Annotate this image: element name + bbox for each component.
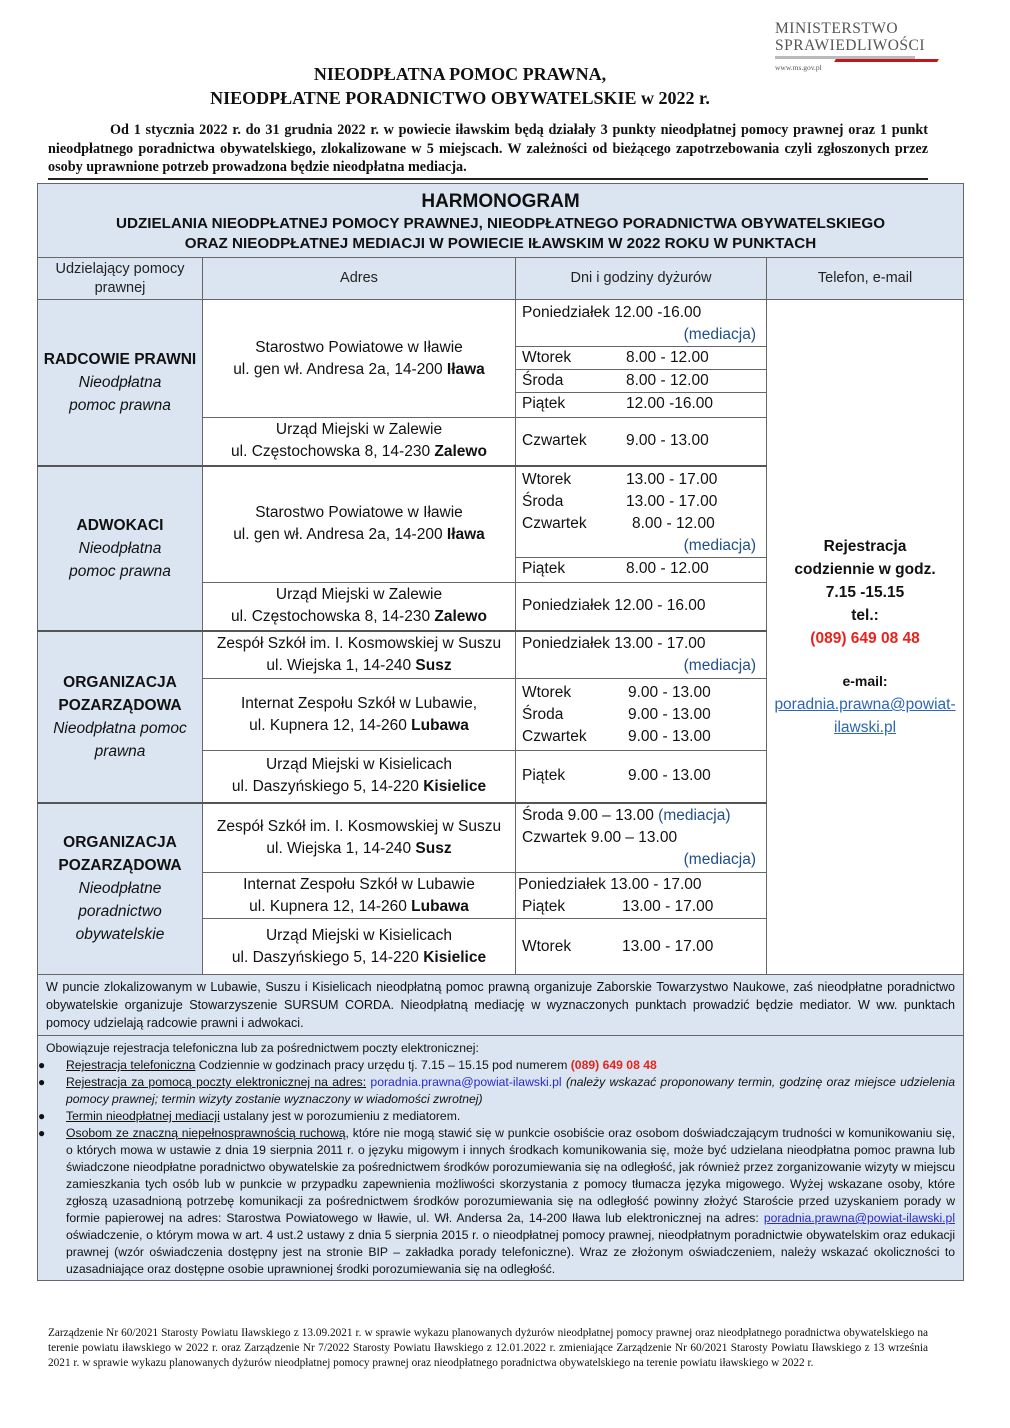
hours-entry: Piątek 12.00 -16.00 bbox=[522, 395, 714, 412]
contact-hours: 7.15 -15.15 bbox=[825, 584, 905, 601]
address-line: Starostwo Powiatowe w Iławie bbox=[255, 338, 463, 356]
organizer-info: W puncie zlokalizowanym w Lubawie, Suszu i Kisielicach nieodpłatną pomoc prawną organizuje Zaborskie Towarzystwo Naukowe, zaś nieodpłatne poradnictwo obywatelskie organizuje Stowarzyszenie SURSUM CORDA. Nieodpłatną mediację w wyznaczonych punktach prowadzić będzie mediator. W ww. punktach pomocy udzielają radcowie prawni i adwokaci. bbox=[38, 975, 964, 1036]
schedule-table bbox=[37, 183, 964, 1281]
address-line: ul. gen wł. Andresa 2a, 14-200 Iława bbox=[233, 360, 485, 378]
hours-cell: Poniedziałek 12.00 - 16.00 bbox=[516, 583, 767, 631]
address-cell: Starostwo Powiatowe w Iławie ul. gen wł. Andresa 2a, 14-200 Iława bbox=[203, 466, 516, 583]
logo-url: www.ms.gov.pl bbox=[775, 63, 822, 72]
col-header-hours: Dni i godziny dyżurów bbox=[516, 258, 767, 300]
bullet-icon: ● bbox=[38, 1075, 46, 1089]
provider-adwokaci: ADWOKACI Nieodpłatna pomoc prawna bbox=[38, 466, 203, 631]
provider-organizacja-pomoc: ORGANIZACJA POZARZĄDOWA Nieodpłatna pomoc prawna bbox=[38, 631, 203, 803]
address-cell: Urząd Miejski w Kisielicach ul. Daszyńskiego 5, 14-220 Kisielice bbox=[203, 919, 516, 975]
page-title-line2: NIEODPŁATNE PORADNICTWO OBYWATELSKIE w 2022 r. bbox=[210, 88, 710, 108]
provider-name: RADCOWIE PRAWNI bbox=[43, 350, 197, 368]
hours-cell: Poniedziałek 13.00 - 17.00 (mediacja) bbox=[516, 631, 767, 679]
bullet-icon: ● bbox=[38, 1058, 46, 1072]
hours-cell: Czwartek 9.00 - 13.00 bbox=[516, 418, 767, 466]
registration-mediation-item: ● Termin nieodpłatnej mediacji ustalany jest w porozumieniu z mediatorem. bbox=[38, 1109, 461, 1123]
contact-email-label: e-mail: bbox=[842, 673, 888, 689]
col-header-contact: Telefon, e-mail bbox=[767, 258, 964, 300]
hours-entry: Środa 8.00 - 12.00 bbox=[516, 370, 766, 393]
registration-email-link[interactable]: poradnia.prawna@powiat-ilawski.pl bbox=[370, 1075, 562, 1089]
provider-radcowie bbox=[38, 300, 203, 466]
col-header-address: Adres bbox=[203, 258, 516, 300]
address-cell: Zespół Szkół im. I. Kosmowskiej w Suszu ul. Wiejska 1, 14-240 Susz bbox=[203, 803, 516, 873]
schedule-header bbox=[38, 184, 964, 258]
logo-line2: SPRAWIEDLIWOŚCI bbox=[775, 37, 926, 54]
col-header-provider: Udzielający pomocy prawnej bbox=[38, 258, 203, 300]
registration-email-item: ● Rejestracja za pomocą poczty elektronicznej na adres: poradnia.prawna@powiat-ilawski.pl (należy wskazać proponowany termin, godzinę oraz miejsce udzielenia pomocy prawnej; termin wizyty zostanie wyznaczony w wiadomości zwrotnej) bbox=[38, 1075, 956, 1106]
registration-info bbox=[38, 1036, 964, 1281]
hours-cell: Wtorek 13.00 - 17.00 bbox=[516, 919, 767, 975]
hours-cell: Piątek 9.00 - 13.00 bbox=[516, 751, 767, 803]
contact-cell bbox=[767, 300, 964, 975]
address-cell: Internat Zespołu Szkół w Lubawie, ul. Kupnera 12, 14-260 Lubawa bbox=[203, 679, 516, 751]
hours-entry: Wtorek 8.00 - 12.00 bbox=[516, 347, 766, 370]
hours-cell: Środa 9.00 – 13.00 (mediacja) Czwartek 9.00 – 13.00 (mediacja) bbox=[516, 803, 767, 873]
address-cell: Urząd Miejski w Zalewie ul. Częstochowska 8, 14-230 Zalewo bbox=[203, 418, 516, 466]
hours-cell: Poniedziałek 13.00 - 17.00 Piątek 13.00 - 17.00 bbox=[516, 873, 767, 919]
intro-underline bbox=[48, 178, 928, 180]
registration-intro: Obowiązuje rejestracja telefoniczna lub za pośrednictwem poczty elektronicznej: bbox=[46, 1041, 479, 1055]
provider-organizacja-poradnictwo: ORGANIZACJA POZARZĄDOWA Nieodpłatne poradnictwo obywatelskie bbox=[38, 803, 203, 975]
contact-registration: Rejestracja bbox=[823, 538, 907, 555]
hours-cell bbox=[516, 300, 767, 418]
logo-line1: MINISTERSTWO bbox=[775, 20, 899, 37]
address-cell: Urząd Miejski w Kisielicach ul. Daszyńskiego 5, 14-220 Kisielice bbox=[203, 751, 516, 803]
registration-phone-item: ● Rejestracja telefoniczna Codziennie w godzinach pracy urzędu tj. 7.15 – 15.15 pod numerem (089) 649 08 48 bbox=[38, 1058, 657, 1072]
address-cell: Urząd Miejski w Zalewie ul. Częstochowska 8, 14-230 Zalewo bbox=[203, 583, 516, 631]
registration-disability-item: ● Osobom ze znaczną niepełnosprawnością ruchową, które nie mogą stawić się w punkcie osobiście oraz osobom doświadczającym trudności w komunikowaniu się, o których mowa w ustawie z dnia 19 sierpnia 2011 r. o języku migowym i innych środkach komunikowania się, może być udzielana nieodpłatna pomoc prawna lub świadczone nieodpłatne poradnictwo obywatelskie za pośrednictwem środków porozumiewania się na odległość, jak również przez zorganizowanie wizyty w miejscu zamieszkania tych osób lub w punkcie w przypadku zapewnienia możliwości skorzystania z pomocy tłumacza języka migowego. Wyżej wskazane osoby, które zgłoszą uzasadnioną potrzebę komunikacji za pośrednictwem środków porozumiewania się na odległość powinny złożyć Staroście przed uzyskaniem porady w formie papierowej na adres: Starostwa Powiatowego w Iławie, ul. Wł. Andersa 2a, 14-200 Iława lub elektronicznej na adres: poradnia.prawna@powiat-ilawski.pl oświadczenie, o którym mowa w art. 4 ust.2 ustawy z dnia 5 sierpnia 2015 r. o nieodpłatnej pomocy prawnej, nieodpłatnym poradnictwie obywatelskim oraz edukacji prawnej (wzór oświadczenia dostępny jest na stronie BIP – zakładka porady telefoniczne). Wraz ze złożonym oświadczeniem, należy wskazać okoliczności to uzasadniające oraz dostępne osobie uprawnionej środki porozumiewania się na odległość. bbox=[38, 1126, 956, 1276]
footer-regulation: Zarządzenie Nr 60/2021 Starosty Powiatu Iławskiego z 13.09.2021 r. w sprawie wykazu planowanych dyżurów nieodpłatnej pomocy prawnej oraz nieodpłatnego poradnictwa obywatelskiego na terenie powiatu iławskiego w 2022 r. oraz Zarządzenie Nr 7/2022 Starosty Powiatu Iławskiego z 12.01.2022 r. zmieniające Zarządzenie Nr 60/2021 Starosty Powiatu Iławskiego z 13 września 2021 r. w sprawie wykazu planowanych dyżurów nieodpłatnej pomocy prawnej oraz nieodpłatnego poradnictwa obywatelskiego na terenie powiatu iławskiego w 2022 r. bbox=[48, 1327, 928, 1369]
hours-cell: Wtorek 13.00 - 17.00 Środa 13.00 - 17.00 Czwartek 8.00 - 12.00 (mediacja) Piątek 8.00 - 12.00 bbox=[516, 466, 767, 583]
contact-registration: codziennie w godz. bbox=[794, 561, 936, 578]
hours-entry: Poniedziałek 12.00 -16.00 (mediacja) bbox=[516, 302, 766, 347]
schedule-title: HARMONOGRAM bbox=[421, 190, 580, 212]
page-title-line1: NIEODPŁATNA POMOC PRAWNA, bbox=[313, 64, 607, 84]
intro-paragraph: Od 1 stycznia 2022 r. do 31 grudnia 2022 r. w powiecie iławskim będą działały 3 punkty nieodpłatnej pomocy prawnej oraz 1 punkt nieodpłatnego poradnictwa obywatelskiego, zlokalizowane w 5 miejscach. W zależności od bieżącego zapotrzebowania czyli zgłoszonych przez osoby uprawnione potrzeb prowadzona będzie nieodpłatna mediacja. bbox=[48, 122, 928, 175]
schedule-subtitle-2: ORAZ NIEODPŁATNEJ MEDIACJI W POWIECIE IŁAWSKIM W 2022 ROKU W PUNKTACH bbox=[184, 234, 817, 252]
address-cell: Internat Zespołu Szkół w Lubawie ul. Kupnera 12, 14-260 Lubawa bbox=[203, 873, 516, 919]
bullet-icon: ● bbox=[38, 1126, 46, 1140]
provider-desc: pomoc prawna bbox=[69, 396, 171, 414]
address-cell bbox=[203, 300, 516, 418]
hours-cell: Wtorek 9.00 - 13.00 Środa 9.00 - 13.00 Czwartek 9.00 - 13.00 bbox=[516, 679, 767, 751]
contact-email-link[interactable]: poradnia.prawna@powiat- ilawski.pl bbox=[774, 696, 956, 736]
address-cell: Zespół Szkół im. I. Kosmowskiej w Suszu ul. Wiejska 1, 14-240 Susz bbox=[203, 631, 516, 679]
logo-flag-bar bbox=[775, 56, 938, 62]
contact-tel-label: tel.: bbox=[851, 607, 879, 624]
provider-desc: Nieodpłatna bbox=[78, 373, 162, 391]
contact-phone: (089) 649 08 48 bbox=[810, 630, 920, 647]
disability-email-link[interactable]: poradnia.prawna@powiat-ilawski.pl bbox=[763, 1211, 956, 1225]
schedule-subtitle-1: UDZIELANIA NIEODPŁATNEJ POMOCY PRAWNEJ, NIEODPŁATNEGO PORADNICTWA OBYWATELSKIEGO bbox=[116, 214, 886, 232]
bullet-icon: ● bbox=[38, 1109, 46, 1123]
